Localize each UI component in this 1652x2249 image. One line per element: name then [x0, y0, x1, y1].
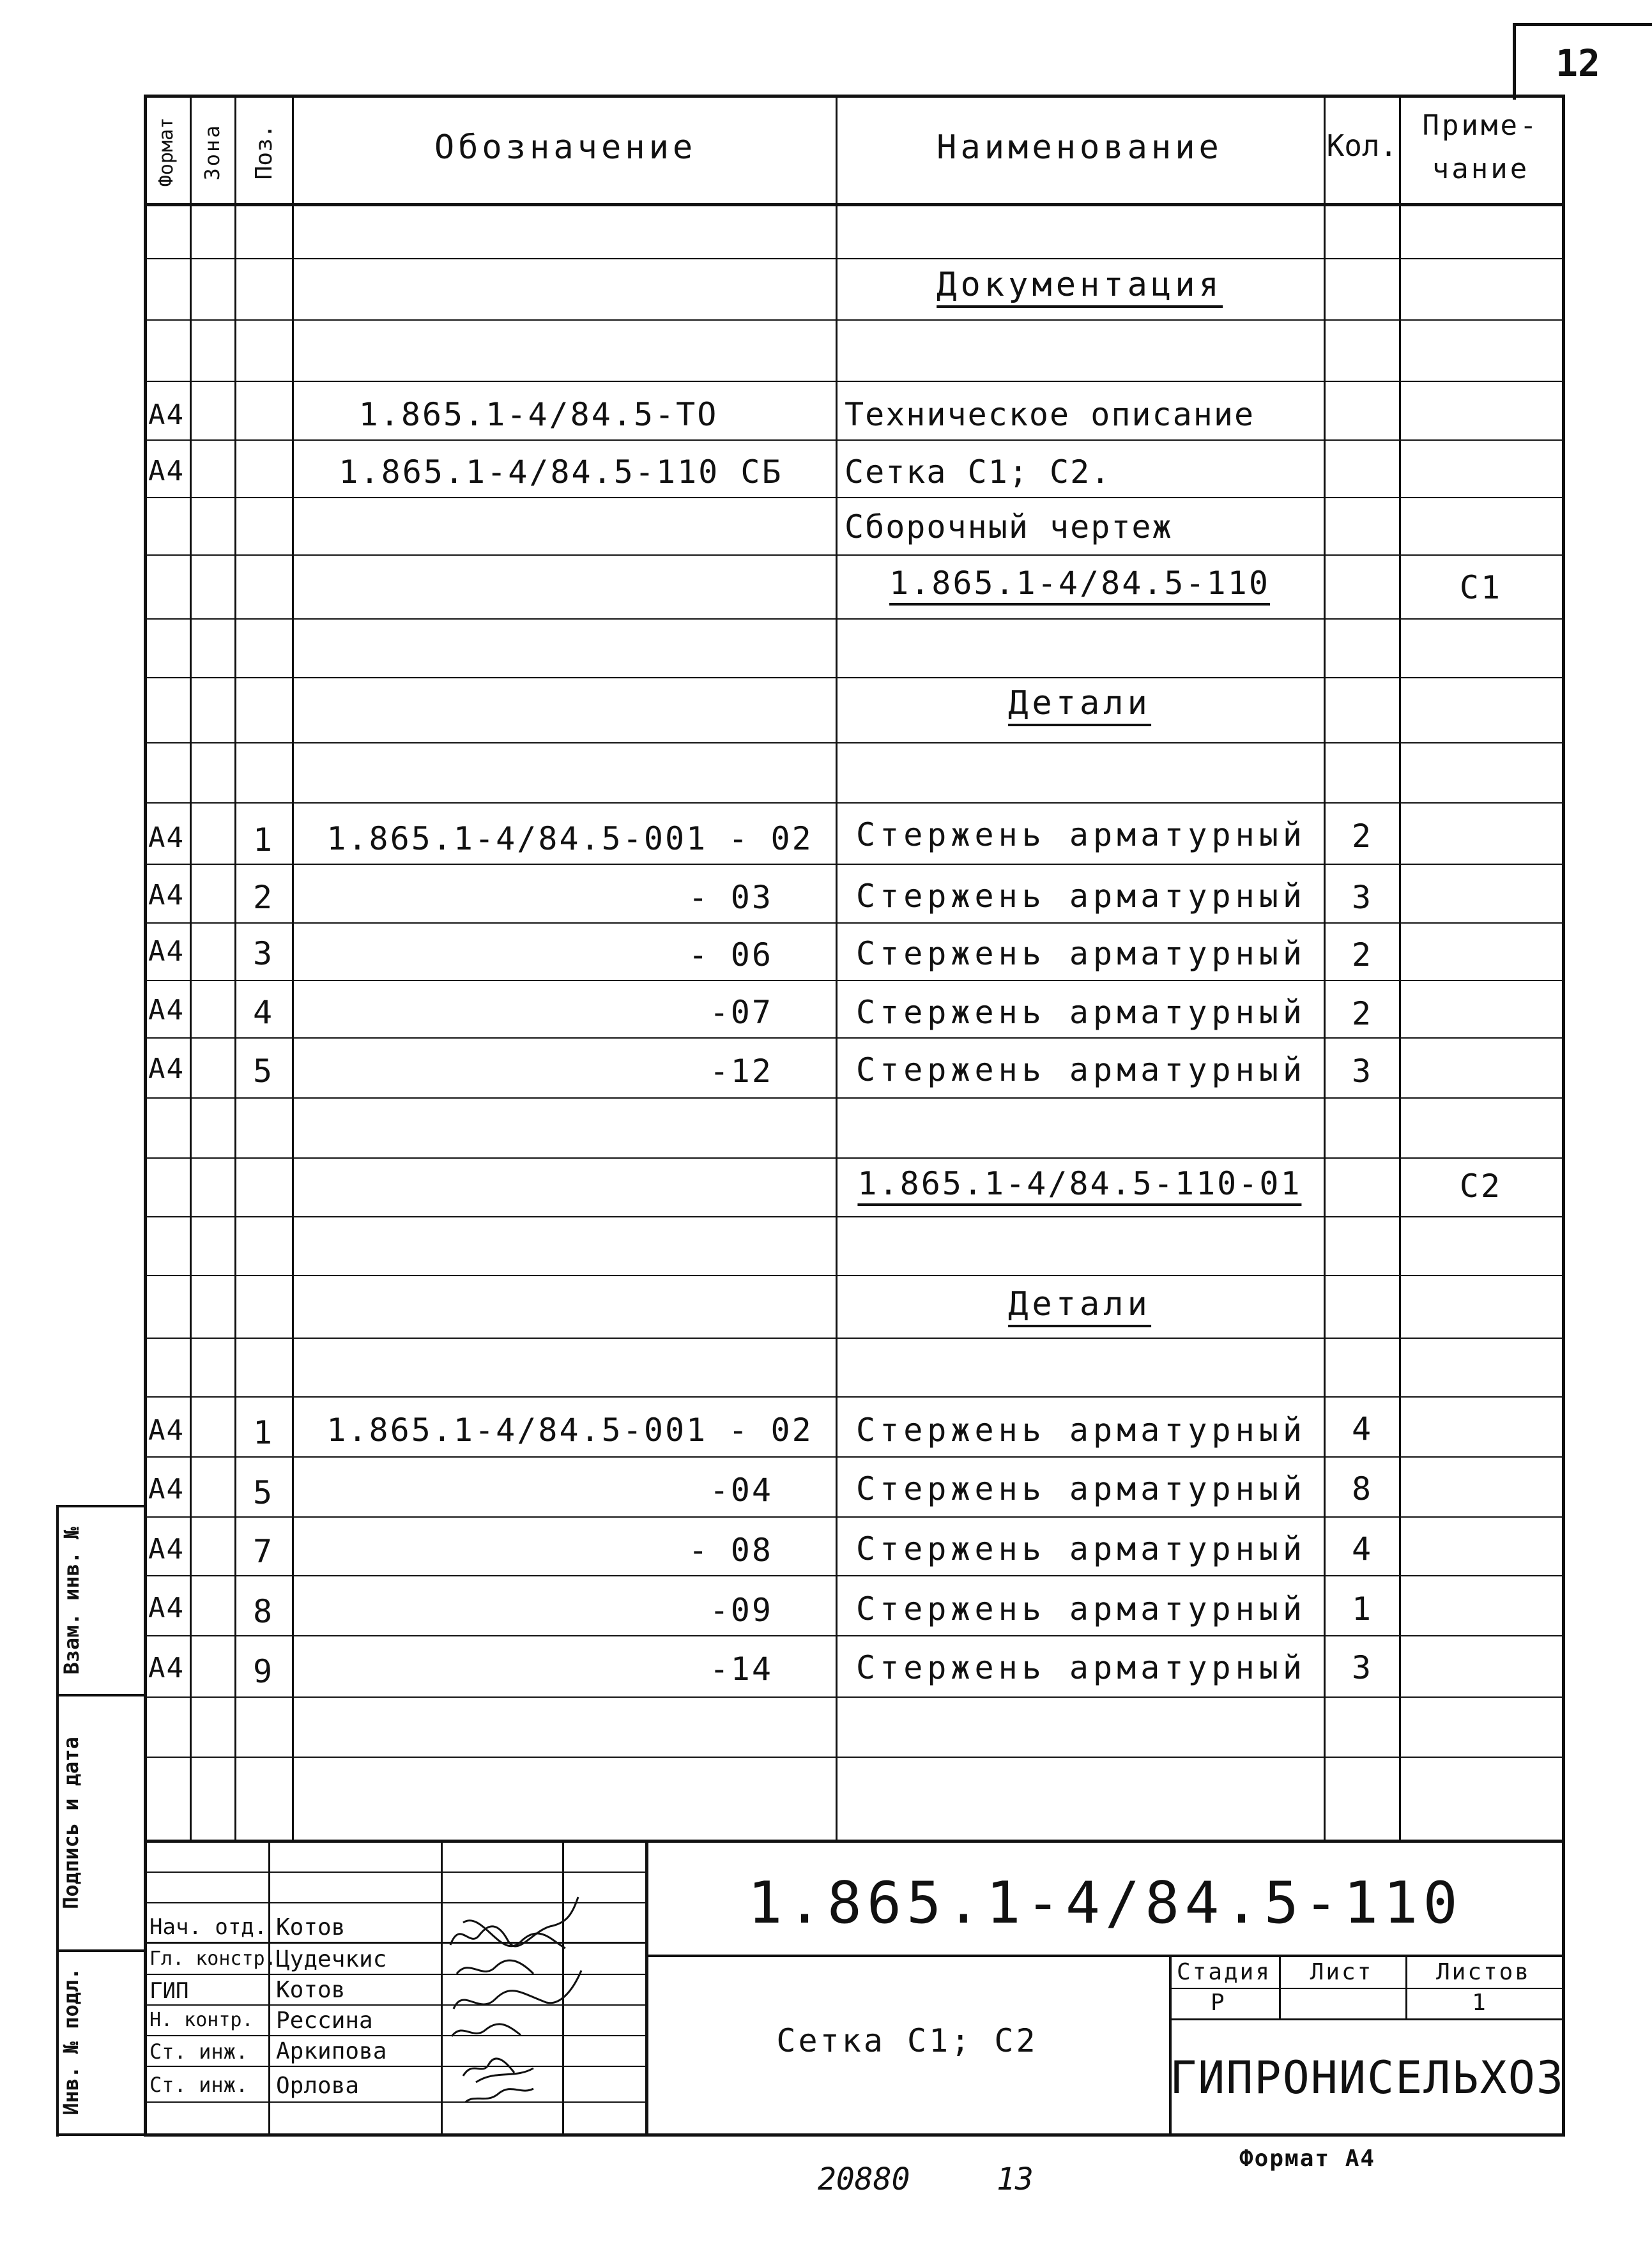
doc-format: А4	[148, 455, 185, 487]
role: Ст. инж.	[149, 2039, 249, 2064]
row-line	[144, 864, 1565, 865]
row-line	[144, 802, 1565, 804]
part-pos: 9	[252, 1653, 274, 1690]
variant-2-note: С2	[1459, 1168, 1503, 1205]
role-name: Цудечкис	[276, 1946, 387, 1972]
document-code: 1.865.1-4/84.5-110	[747, 1870, 1463, 1937]
header-pos: Поз.	[251, 124, 277, 180]
tb-code-bottom	[645, 1955, 1565, 1957]
margin-label-inv-original: Инв. № подл.	[59, 1967, 83, 2116]
tb-name-col	[441, 1840, 443, 2137]
margin-label-sign-date: Подпись и дата	[59, 1737, 83, 1909]
role: Н. контр.	[149, 2009, 254, 2031]
doc-format: А4	[148, 399, 185, 431]
row-line	[144, 1575, 1565, 1576]
page-number: 13	[997, 2161, 1034, 2197]
table-bottom-line	[144, 1840, 1565, 1843]
section-details-1: Детали	[1008, 687, 1151, 726]
row-line	[144, 1456, 1565, 1458]
part-name: Стержень арматурный	[856, 878, 1306, 915]
frame-right	[1562, 95, 1565, 2137]
row-line	[144, 1696, 1565, 1698]
role-name: Аркипова	[276, 2038, 387, 2064]
doc-designation: 1.865.1-4/84.5-ТО	[358, 396, 719, 433]
part-format: А4	[148, 879, 185, 911]
part-name: Стержень арматурный	[856, 1412, 1306, 1449]
format-label: Формат А4	[1239, 2146, 1376, 2172]
part-format: А4	[148, 1533, 185, 1566]
part-format: А4	[148, 935, 185, 968]
tb-stage-left	[1169, 1955, 1172, 2137]
frame-left	[144, 95, 147, 2137]
part-format: А4	[148, 821, 185, 854]
row-line	[144, 1396, 1565, 1398]
col-line-designation	[836, 95, 837, 1841]
part-designation: 1.865.1-4/84.5-001 - 02	[326, 820, 813, 857]
part-name: Стержень арматурный	[856, 1530, 1306, 1567]
part-qty: 2	[1351, 995, 1373, 1032]
role-name: Котов	[276, 1914, 346, 1940]
row-line	[144, 618, 1565, 620]
part-name: Стержень арматурный	[856, 1649, 1306, 1686]
part-pos: 1	[252, 821, 274, 858]
row-line	[144, 319, 1565, 321]
margin-strip-top	[56, 1505, 146, 1507]
margin-label-substitute-inv: Взам. инв. №	[59, 1527, 84, 1675]
part-pos: 7	[252, 1533, 274, 1570]
part-qty: 4	[1351, 1410, 1373, 1447]
row-line	[144, 1635, 1565, 1636]
row-line	[144, 980, 1565, 981]
tb-divider-vertical	[645, 1840, 648, 2137]
row-line	[144, 381, 1565, 382]
row-line	[144, 1275, 1565, 1276]
row-line	[144, 922, 1565, 924]
sheets-value: 1	[1472, 1990, 1486, 2016]
part-format: А4	[148, 1053, 185, 1085]
sheet-number-box-top	[1513, 23, 1652, 26]
part-qty: 4	[1351, 1530, 1373, 1567]
header-designation: Обозначение	[434, 128, 697, 167]
doc-designation: 1.865.1-4/84.5-110 СБ	[339, 454, 783, 491]
part-name: Стержень арматурный	[856, 935, 1306, 972]
part-qty: 2	[1351, 818, 1373, 855]
row-line	[144, 1157, 1565, 1159]
sheet-label: Лист	[1310, 1959, 1373, 1985]
part-pos: 8	[252, 1593, 274, 1630]
role-name: Орлова	[276, 2073, 360, 2099]
sheets-label: Листов	[1435, 1959, 1531, 1985]
frame-bottom	[144, 2133, 1565, 2137]
row-line	[144, 1757, 1565, 1758]
part-designation: -12	[709, 1053, 773, 1090]
part-format: А4	[148, 994, 185, 1026]
variant-1-note: С1	[1459, 569, 1503, 606]
frame-top	[144, 95, 1565, 98]
variant-2-designation: 1.865.1-4/84.5-110-01	[857, 1168, 1301, 1206]
doc-name: Сборочный чертеж	[845, 508, 1173, 545]
stage-value: Р	[1211, 1990, 1225, 2016]
part-name: Стержень арматурный	[856, 1590, 1306, 1628]
part-designation: 1.865.1-4/84.5-001 - 02	[326, 1412, 813, 1449]
section-details-2: Детали	[1008, 1288, 1151, 1327]
part-pos: 2	[252, 879, 274, 916]
row-line	[144, 742, 1565, 743]
part-name: Стержень арматурный	[856, 1470, 1306, 1507]
tb-stage-bottom	[1169, 2018, 1565, 2020]
part-name: Стержень арматурный	[856, 994, 1306, 1031]
header-note-1: Приме-	[1422, 109, 1540, 142]
col-line-format	[190, 95, 192, 1841]
part-pos: 4	[252, 994, 274, 1031]
col-line-qty	[1399, 95, 1401, 1841]
part-qty: 1	[1351, 1590, 1373, 1628]
role: ГИП	[149, 1978, 189, 2004]
row-line	[144, 497, 1565, 498]
col-line-pos	[292, 95, 294, 1841]
col-line-zone	[234, 95, 236, 1841]
role-name: Рессина	[276, 2008, 373, 2034]
sheet-number: 12	[1556, 42, 1600, 85]
part-designation: - 08	[688, 1532, 773, 1569]
row-line	[144, 554, 1565, 556]
tb-sheet-sep	[1405, 1955, 1407, 2020]
part-format: А4	[148, 1652, 185, 1684]
doc-name: Техническое описание	[845, 396, 1255, 433]
part-format: А4	[148, 1473, 185, 1506]
stage-label: Стадия	[1176, 1959, 1272, 1985]
part-designation: -09	[709, 1592, 773, 1629]
part-designation: -14	[709, 1651, 773, 1688]
signature-drawing	[444, 1884, 597, 2101]
part-qty: 8	[1351, 1470, 1373, 1507]
header-qty: Кол.	[1326, 128, 1398, 163]
part-pos: 3	[252, 935, 274, 972]
col-line-name	[1324, 95, 1326, 1841]
header-zone: Зона	[200, 123, 224, 181]
margin-strip-divider	[56, 1694, 146, 1696]
doc-name: Сетка С1; С2.	[845, 454, 1112, 491]
part-designation: -07	[709, 994, 773, 1031]
section-documentation: Документация	[937, 268, 1223, 308]
row-line	[144, 439, 1565, 441]
role-name: Котов	[276, 1977, 346, 2003]
row-line	[144, 1516, 1565, 1518]
row-line	[144, 1216, 1565, 1217]
part-qty: 3	[1351, 1053, 1373, 1090]
row-line	[144, 677, 1565, 678]
role: Гл. констр.	[149, 1948, 277, 1970]
part-pos: 1	[252, 1414, 274, 1451]
row-line	[144, 1338, 1565, 1339]
part-format: А4	[148, 1592, 185, 1624]
row-line	[144, 1037, 1565, 1039]
row-line	[144, 1097, 1565, 1099]
header-name: Наименование	[937, 128, 1223, 167]
part-designation: - 06	[688, 936, 773, 973]
header-bottom-line	[144, 203, 1565, 206]
tb-row-line	[144, 2101, 645, 2103]
part-pos: 5	[252, 1053, 274, 1090]
role: Ст. инж.	[149, 2073, 249, 2097]
tb-stage-header-line	[1169, 1988, 1565, 1989]
part-designation: - 03	[688, 879, 773, 916]
part-designation: -04	[709, 1472, 773, 1509]
part-qty: 2	[1351, 936, 1373, 973]
row-line	[144, 258, 1565, 259]
header-format: Формат	[155, 117, 178, 187]
sheet-number-box-left	[1513, 23, 1516, 100]
part-name: Стержень арматурный	[856, 816, 1306, 853]
tb-role-col	[268, 1840, 270, 2137]
variant-1-designation: 1.865.1-4/84.5-110	[889, 567, 1270, 606]
document-title: Сетка С1; С2	[776, 2022, 1038, 2059]
part-format: А4	[148, 1414, 185, 1447]
part-name: Стержень арматурный	[856, 1051, 1306, 1088]
role: Нач. отд.	[149, 1914, 268, 1940]
tb-stage-sep	[1279, 1955, 1281, 2020]
tb-row-line	[144, 1872, 645, 1873]
part-qty: 3	[1351, 879, 1373, 916]
part-qty: 3	[1351, 1649, 1373, 1686]
header-note-2: чание	[1432, 153, 1530, 185]
organization: ГИПРОНИСЕЛЬХОЗ	[1169, 2052, 1565, 2104]
part-pos: 5	[252, 1474, 274, 1511]
inventory-number: 20880	[818, 2161, 910, 2197]
